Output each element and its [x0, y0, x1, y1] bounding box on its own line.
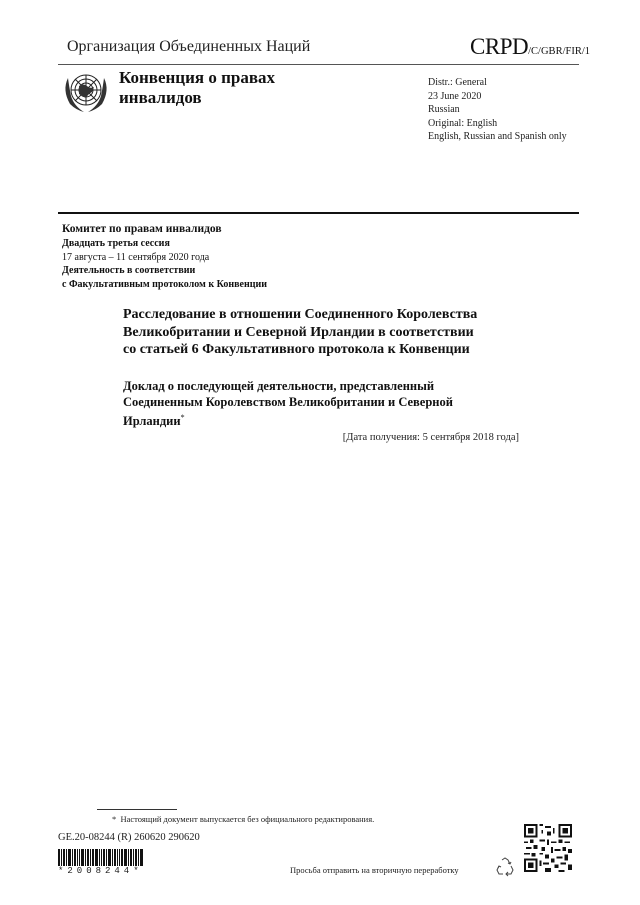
organization-name: Организация Объединенных Наций	[67, 38, 311, 55]
qr-code-icon	[524, 824, 572, 872]
original-language: Original: English	[428, 117, 498, 129]
document-title-line1: Расследование в отношении Соединенного Королевства	[123, 307, 478, 322]
treaty-body-title-line1: Конвенция о правах	[119, 68, 276, 87]
section-rule	[58, 212, 579, 214]
footnote-marker[interactable]: *	[180, 413, 185, 422]
committee-block	[62, 222, 267, 291]
barcode	[58, 849, 153, 866]
document-subtitle-line2: Соединенным Королевством Великобритании и Северной	[123, 395, 453, 409]
footnote-marker-bottom: *	[112, 814, 117, 824]
document-title	[123, 306, 543, 359]
treaty-body-title	[119, 68, 275, 108]
barcode-text: *2008244*	[58, 866, 143, 876]
symbol-main: CRPD	[470, 34, 529, 59]
document-subtitle-line3	[123, 410, 543, 429]
document-title-line2: Великобритании и Северной Ирландии в соответствии	[123, 324, 474, 340]
date-received: [Дата получения: 5 сентября 2018 года]	[342, 432, 519, 443]
document-symbol	[470, 34, 590, 60]
language: Russian	[428, 104, 460, 115]
session: Двадцать третья сессия	[62, 238, 170, 249]
document-subtitle-line1: Доклад о последующей деятельности, представленный	[123, 379, 435, 393]
activity-line2: с Факультативным протоколом к Конвенции	[62, 278, 268, 290]
document-subtitle	[123, 378, 543, 429]
activity-line1: Деятельность в соответствии	[62, 265, 196, 276]
committee-name: Комитет по правам инвалидов	[62, 223, 222, 235]
session-dates: 17 августа – 11 сентября 2020 года	[62, 251, 210, 263]
issue-date: 23 June 2020	[428, 90, 482, 102]
languages-only: English, Russian and Spanish only	[428, 131, 567, 142]
footnote-rule	[97, 809, 177, 810]
document-number: GE.20-08244 (R) 260620 290620	[58, 832, 200, 843]
treaty-body-title-line2: инвалидов	[119, 88, 202, 107]
recycle-icon	[494, 856, 516, 878]
document-title-line3: со статьей 6 Факультативного протокола к Конвенции	[123, 342, 470, 357]
header-rule	[58, 64, 579, 65]
distr-status: Distr.: General	[428, 77, 487, 88]
footnote	[112, 814, 374, 824]
recycle-note: Просьба отправить на вторичную переработку	[290, 865, 459, 875]
symbol-suffix: /C/GBR/FIR/1	[528, 46, 590, 57]
footnote-text: Настоящий документ выпускается без официального редактирования.	[120, 814, 375, 824]
distribution-block	[428, 76, 567, 144]
subtitle-text: Ирландии	[123, 414, 181, 429]
un-emblem-icon	[60, 68, 112, 116]
